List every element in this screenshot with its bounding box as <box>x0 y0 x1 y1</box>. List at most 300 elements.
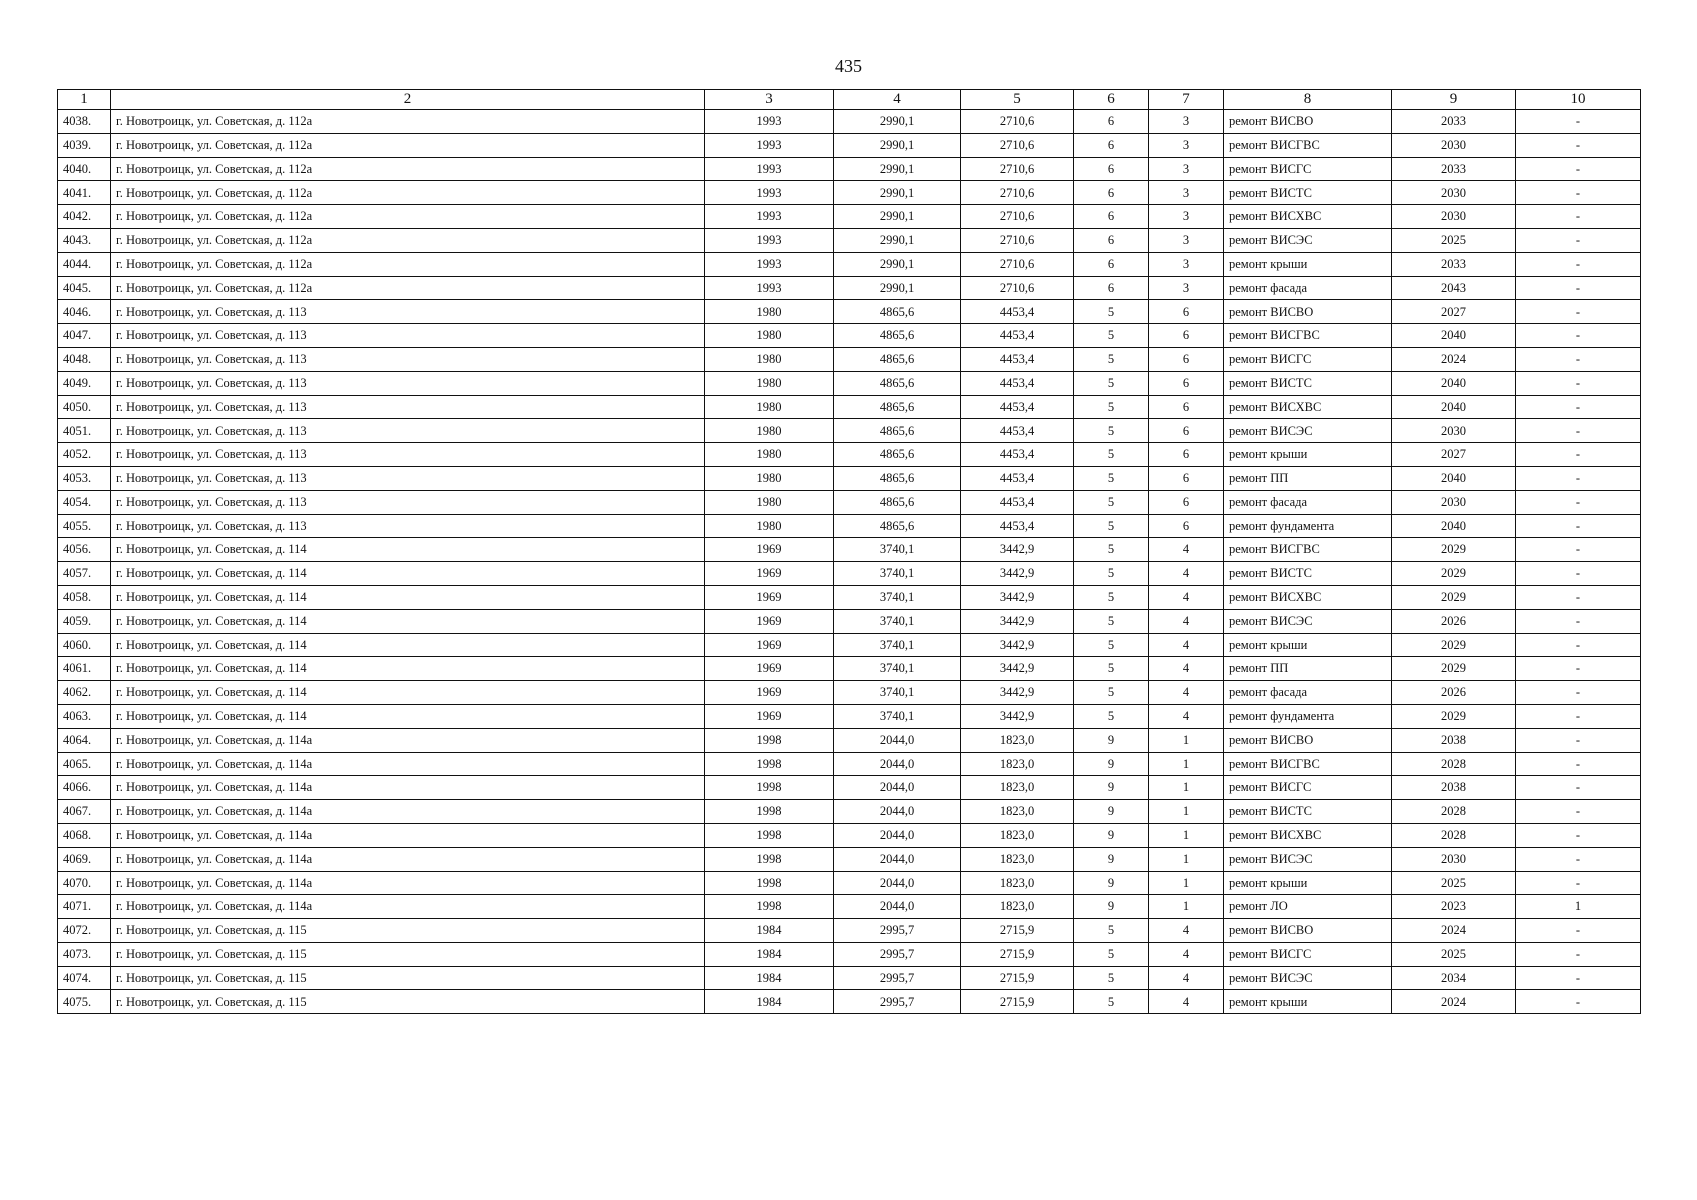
cell-lift-count: - <box>1516 252 1641 276</box>
cell-total-area: 2995,7 <box>834 919 961 943</box>
cell-entrances: 6 <box>1149 371 1224 395</box>
cell-planned-year: 2025 <box>1392 871 1516 895</box>
cell-total-area: 4865,6 <box>834 347 961 371</box>
cell-address: г. Новотроицк, ул. Советская, д. 113 <box>111 347 705 371</box>
table-row <box>58 490 1641 514</box>
cell-address: г. Новотроицк, ул. Советская, д. 113 <box>111 371 705 395</box>
cell-address: г. Новотроицк, ул. Советская, д. 112а <box>111 228 705 252</box>
cell-address: г. Новотроицк, ул. Советская, д. 115 <box>111 966 705 990</box>
cell-row-number: 4052. <box>58 443 111 467</box>
cell-work-type: ремонт ВИСВО <box>1224 728 1392 752</box>
cell-build-year: 1984 <box>705 966 834 990</box>
cell-living-area: 3442,9 <box>961 704 1074 728</box>
cell-row-number: 4045. <box>58 276 111 300</box>
table-row <box>58 633 1641 657</box>
cell-build-year: 1969 <box>705 585 834 609</box>
cell-row-number: 4049. <box>58 371 111 395</box>
table-row <box>58 752 1641 776</box>
cell-build-year: 1998 <box>705 728 834 752</box>
cell-entrances: 6 <box>1149 419 1224 443</box>
table-row <box>58 181 1641 205</box>
cell-lift-count: - <box>1516 324 1641 348</box>
cell-total-area: 2044,0 <box>834 847 961 871</box>
cell-build-year: 1980 <box>705 395 834 419</box>
cell-living-area: 2715,9 <box>961 966 1074 990</box>
table-row <box>58 800 1641 824</box>
cell-lift-count: - <box>1516 490 1641 514</box>
table-row <box>58 966 1641 990</box>
cell-address: г. Новотроицк, ул. Советская, д. 114а <box>111 823 705 847</box>
cell-planned-year: 2024 <box>1392 347 1516 371</box>
cell-build-year: 1980 <box>705 490 834 514</box>
cell-lift-count: - <box>1516 704 1641 728</box>
cell-lift-count: - <box>1516 133 1641 157</box>
cell-work-type: ремонт ВИСЭС <box>1224 966 1392 990</box>
cell-total-area: 2044,0 <box>834 728 961 752</box>
table-row <box>58 276 1641 300</box>
cell-lift-count: - <box>1516 562 1641 586</box>
cell-lift-count: - <box>1516 538 1641 562</box>
cell-total-area: 2044,0 <box>834 776 961 800</box>
cell-address: г. Новотроицк, ул. Советская, д. 113 <box>111 419 705 443</box>
cell-living-area: 4453,4 <box>961 395 1074 419</box>
cell-total-area: 2990,1 <box>834 133 961 157</box>
cell-planned-year: 2030 <box>1392 133 1516 157</box>
cell-build-year: 1980 <box>705 443 834 467</box>
cell-lift-count: - <box>1516 681 1641 705</box>
cell-address: г. Новотроицк, ул. Советская, д. 114 <box>111 609 705 633</box>
cell-lift-count: - <box>1516 657 1641 681</box>
cell-lift-count: - <box>1516 633 1641 657</box>
table-row <box>58 157 1641 181</box>
cell-work-type: ремонт ВИСГС <box>1224 942 1392 966</box>
cell-entrances: 6 <box>1149 443 1224 467</box>
table-row <box>58 324 1641 348</box>
cell-living-area: 4453,4 <box>961 466 1074 490</box>
cell-row-number: 4059. <box>58 609 111 633</box>
cell-lift-count: - <box>1516 728 1641 752</box>
cell-entrances: 6 <box>1149 347 1224 371</box>
cell-lift-count: - <box>1516 443 1641 467</box>
cell-planned-year: 2028 <box>1392 752 1516 776</box>
cell-living-area: 2710,6 <box>961 133 1074 157</box>
cell-planned-year: 2034 <box>1392 966 1516 990</box>
table-row <box>58 823 1641 847</box>
cell-entrances: 1 <box>1149 847 1224 871</box>
cell-planned-year: 2033 <box>1392 252 1516 276</box>
cell-living-area: 3442,9 <box>961 657 1074 681</box>
cell-living-area: 2710,6 <box>961 252 1074 276</box>
table-row <box>58 919 1641 943</box>
cell-row-number: 4051. <box>58 419 111 443</box>
table-row <box>58 562 1641 586</box>
cell-row-number: 4067. <box>58 800 111 824</box>
cell-floors: 5 <box>1074 395 1149 419</box>
cell-living-area: 2710,6 <box>961 110 1074 134</box>
cell-work-type: ремонт ВИСГС <box>1224 157 1392 181</box>
cell-living-area: 1823,0 <box>961 847 1074 871</box>
cell-entrances: 1 <box>1149 871 1224 895</box>
cell-living-area: 1823,0 <box>961 752 1074 776</box>
cell-living-area: 4453,4 <box>961 347 1074 371</box>
cell-lift-count: - <box>1516 300 1641 324</box>
cell-floors: 5 <box>1074 681 1149 705</box>
cell-lift-count: - <box>1516 847 1641 871</box>
column-header-8: 8 <box>1224 90 1392 110</box>
table-row <box>58 252 1641 276</box>
table-row <box>58 538 1641 562</box>
cell-floors: 9 <box>1074 823 1149 847</box>
cell-lift-count: - <box>1516 800 1641 824</box>
cell-build-year: 1980 <box>705 419 834 443</box>
cell-total-area: 4865,6 <box>834 514 961 538</box>
cell-lift-count: - <box>1516 942 1641 966</box>
cell-total-area: 2990,1 <box>834 252 961 276</box>
cell-living-area: 2710,6 <box>961 181 1074 205</box>
cell-living-area: 2715,9 <box>961 942 1074 966</box>
cell-row-number: 4062. <box>58 681 111 705</box>
cell-planned-year: 2025 <box>1392 228 1516 252</box>
table-row <box>58 419 1641 443</box>
cell-row-number: 4043. <box>58 228 111 252</box>
cell-floors: 5 <box>1074 490 1149 514</box>
cell-address: г. Новотроицк, ул. Советская, д. 114а <box>111 895 705 919</box>
cell-build-year: 1969 <box>705 681 834 705</box>
cell-planned-year: 2033 <box>1392 157 1516 181</box>
cell-build-year: 1998 <box>705 752 834 776</box>
cell-row-number: 4064. <box>58 728 111 752</box>
cell-living-area: 1823,0 <box>961 823 1074 847</box>
cell-entrances: 3 <box>1149 228 1224 252</box>
cell-build-year: 1993 <box>705 276 834 300</box>
cell-planned-year: 2040 <box>1392 395 1516 419</box>
capital-repair-table <box>57 89 1641 1014</box>
cell-address: г. Новотроицк, ул. Советская, д. 115 <box>111 990 705 1014</box>
cell-build-year: 1993 <box>705 228 834 252</box>
cell-living-area: 3442,9 <box>961 681 1074 705</box>
cell-address: г. Новотроицк, ул. Советская, д. 114 <box>111 562 705 586</box>
cell-work-type: ремонт ВИСТС <box>1224 562 1392 586</box>
cell-entrances: 3 <box>1149 252 1224 276</box>
cell-row-number: 4047. <box>58 324 111 348</box>
cell-planned-year: 2029 <box>1392 704 1516 728</box>
cell-address: г. Новотроицк, ул. Советская, д. 114 <box>111 681 705 705</box>
table-row <box>58 847 1641 871</box>
cell-work-type: ремонт ВИСГВС <box>1224 324 1392 348</box>
cell-planned-year: 2026 <box>1392 681 1516 705</box>
cell-work-type: ремонт ВИСЭС <box>1224 228 1392 252</box>
column-header-2: 2 <box>111 90 705 110</box>
cell-row-number: 4050. <box>58 395 111 419</box>
cell-floors: 5 <box>1074 514 1149 538</box>
cell-entrances: 4 <box>1149 538 1224 562</box>
table-row <box>58 990 1641 1014</box>
cell-floors: 9 <box>1074 847 1149 871</box>
cell-planned-year: 2024 <box>1392 990 1516 1014</box>
cell-living-area: 4453,4 <box>961 419 1074 443</box>
cell-entrances: 4 <box>1149 942 1224 966</box>
cell-total-area: 2044,0 <box>834 895 961 919</box>
cell-lift-count: - <box>1516 823 1641 847</box>
cell-entrances: 3 <box>1149 157 1224 181</box>
column-header-10: 10 <box>1516 90 1641 110</box>
table-body <box>58 110 1641 1014</box>
cell-floors: 6 <box>1074 133 1149 157</box>
cell-total-area: 2044,0 <box>834 871 961 895</box>
cell-row-number: 4046. <box>58 300 111 324</box>
cell-entrances: 1 <box>1149 823 1224 847</box>
cell-planned-year: 2030 <box>1392 847 1516 871</box>
cell-build-year: 1993 <box>705 110 834 134</box>
cell-total-area: 2990,1 <box>834 205 961 229</box>
cell-lift-count: - <box>1516 990 1641 1014</box>
cell-entrances: 6 <box>1149 466 1224 490</box>
cell-living-area: 2715,9 <box>961 919 1074 943</box>
table-row <box>58 895 1641 919</box>
cell-living-area: 2715,9 <box>961 990 1074 1014</box>
cell-planned-year: 2040 <box>1392 324 1516 348</box>
cell-floors: 9 <box>1074 871 1149 895</box>
cell-lift-count: - <box>1516 871 1641 895</box>
cell-address: г. Новотроицк, ул. Советская, д. 113 <box>111 443 705 467</box>
cell-total-area: 3740,1 <box>834 562 961 586</box>
cell-build-year: 1980 <box>705 371 834 395</box>
cell-work-type: ремонт фасада <box>1224 681 1392 705</box>
cell-work-type: ремонт ВИСГВС <box>1224 752 1392 776</box>
cell-living-area: 1823,0 <box>961 728 1074 752</box>
cell-work-type: ремонт ВИСХВС <box>1224 823 1392 847</box>
cell-living-area: 4453,4 <box>961 443 1074 467</box>
table-row <box>58 704 1641 728</box>
cell-work-type: ремонт крыши <box>1224 252 1392 276</box>
column-header-6: 6 <box>1074 90 1149 110</box>
cell-floors: 6 <box>1074 228 1149 252</box>
cell-row-number: 4060. <box>58 633 111 657</box>
cell-floors: 6 <box>1074 252 1149 276</box>
cell-address: г. Новотроицк, ул. Советская, д. 113 <box>111 324 705 348</box>
cell-row-number: 4048. <box>58 347 111 371</box>
cell-lift-count: - <box>1516 395 1641 419</box>
cell-planned-year: 2033 <box>1392 110 1516 134</box>
cell-build-year: 1980 <box>705 347 834 371</box>
cell-row-number: 4039. <box>58 133 111 157</box>
cell-entrances: 3 <box>1149 276 1224 300</box>
table-row <box>58 942 1641 966</box>
cell-address: г. Новотроицк, ул. Советская, д. 113 <box>111 300 705 324</box>
cell-lift-count: - <box>1516 752 1641 776</box>
cell-entrances: 4 <box>1149 633 1224 657</box>
cell-build-year: 1993 <box>705 181 834 205</box>
cell-row-number: 4044. <box>58 252 111 276</box>
cell-entrances: 6 <box>1149 490 1224 514</box>
cell-entrances: 4 <box>1149 704 1224 728</box>
cell-planned-year: 2026 <box>1392 609 1516 633</box>
cell-address: г. Новотроицк, ул. Советская, д. 113 <box>111 466 705 490</box>
cell-total-area: 4865,6 <box>834 490 961 514</box>
cell-lift-count: - <box>1516 514 1641 538</box>
cell-lift-count: - <box>1516 776 1641 800</box>
cell-planned-year: 2030 <box>1392 419 1516 443</box>
cell-address: г. Новотроицк, ул. Советская, д. 114а <box>111 728 705 752</box>
cell-entrances: 6 <box>1149 395 1224 419</box>
cell-planned-year: 2029 <box>1392 633 1516 657</box>
cell-total-area: 4865,6 <box>834 419 961 443</box>
cell-address: г. Новотроицк, ул. Советская, д. 112а <box>111 110 705 134</box>
cell-work-type: ремонт крыши <box>1224 990 1392 1014</box>
table-row <box>58 776 1641 800</box>
cell-entrances: 1 <box>1149 800 1224 824</box>
cell-living-area: 2710,6 <box>961 276 1074 300</box>
cell-total-area: 3740,1 <box>834 585 961 609</box>
cell-address: г. Новотроицк, ул. Советская, д. 112а <box>111 276 705 300</box>
cell-build-year: 1993 <box>705 157 834 181</box>
cell-work-type: ремонт ВИСХВС <box>1224 395 1392 419</box>
cell-living-area: 2710,6 <box>961 228 1074 252</box>
cell-work-type: ремонт ВИСТС <box>1224 371 1392 395</box>
cell-total-area: 3740,1 <box>834 657 961 681</box>
cell-build-year: 1969 <box>705 538 834 562</box>
cell-total-area: 2995,7 <box>834 990 961 1014</box>
cell-floors: 9 <box>1074 728 1149 752</box>
cell-planned-year: 2030 <box>1392 181 1516 205</box>
cell-lift-count: 1 <box>1516 895 1641 919</box>
cell-entrances: 4 <box>1149 990 1224 1014</box>
cell-address: г. Новотроицк, ул. Советская, д. 114 <box>111 585 705 609</box>
cell-planned-year: 2023 <box>1392 895 1516 919</box>
cell-floors: 9 <box>1074 752 1149 776</box>
column-header-9: 9 <box>1392 90 1516 110</box>
cell-entrances: 6 <box>1149 514 1224 538</box>
cell-floors: 5 <box>1074 538 1149 562</box>
cell-address: г. Новотроицк, ул. Советская, д. 113 <box>111 514 705 538</box>
cell-planned-year: 2027 <box>1392 300 1516 324</box>
cell-floors: 5 <box>1074 371 1149 395</box>
cell-floors: 9 <box>1074 776 1149 800</box>
cell-total-area: 3740,1 <box>834 704 961 728</box>
cell-address: г. Новотроицк, ул. Советская, д. 112а <box>111 205 705 229</box>
cell-total-area: 4865,6 <box>834 324 961 348</box>
table-row <box>58 466 1641 490</box>
cell-total-area: 2995,7 <box>834 942 961 966</box>
cell-address: г. Новотроицк, ул. Советская, д. 114 <box>111 538 705 562</box>
cell-work-type: ремонт ВИСГВС <box>1224 538 1392 562</box>
cell-work-type: ремонт крыши <box>1224 443 1392 467</box>
column-header-7: 7 <box>1149 90 1224 110</box>
cell-planned-year: 2029 <box>1392 657 1516 681</box>
cell-build-year: 1980 <box>705 324 834 348</box>
cell-row-number: 4074. <box>58 966 111 990</box>
cell-living-area: 3442,9 <box>961 538 1074 562</box>
cell-entrances: 4 <box>1149 562 1224 586</box>
cell-floors: 6 <box>1074 181 1149 205</box>
cell-planned-year: 2029 <box>1392 585 1516 609</box>
cell-build-year: 1998 <box>705 847 834 871</box>
cell-living-area: 3442,9 <box>961 562 1074 586</box>
table-row <box>58 609 1641 633</box>
cell-row-number: 4057. <box>58 562 111 586</box>
cell-total-area: 2990,1 <box>834 110 961 134</box>
cell-work-type: ремонт фундамента <box>1224 704 1392 728</box>
cell-address: г. Новотроицк, ул. Советская, д. 113 <box>111 395 705 419</box>
page-number: 435 <box>835 56 862 76</box>
cell-work-type: ремонт ВИСТС <box>1224 800 1392 824</box>
cell-address: г. Новотроицк, ул. Советская, д. 114 <box>111 704 705 728</box>
cell-lift-count: - <box>1516 347 1641 371</box>
cell-lift-count: - <box>1516 966 1641 990</box>
cell-living-area: 4453,4 <box>961 514 1074 538</box>
cell-work-type: ремонт фасада <box>1224 490 1392 514</box>
cell-floors: 5 <box>1074 324 1149 348</box>
cell-total-area: 4865,6 <box>834 443 961 467</box>
cell-row-number: 4058. <box>58 585 111 609</box>
cell-living-area: 4453,4 <box>961 324 1074 348</box>
cell-build-year: 1980 <box>705 466 834 490</box>
cell-floors: 5 <box>1074 419 1149 443</box>
cell-floors: 5 <box>1074 347 1149 371</box>
cell-planned-year: 2029 <box>1392 562 1516 586</box>
cell-row-number: 4068. <box>58 823 111 847</box>
cell-work-type: ремонт ЛО <box>1224 895 1392 919</box>
cell-floors: 5 <box>1074 443 1149 467</box>
cell-work-type: ремонт ВИСЭС <box>1224 609 1392 633</box>
cell-living-area: 3442,9 <box>961 633 1074 657</box>
cell-floors: 5 <box>1074 704 1149 728</box>
cell-work-type: ремонт ВИСВО <box>1224 110 1392 134</box>
cell-work-type: ремонт крыши <box>1224 633 1392 657</box>
cell-living-area: 4453,4 <box>961 300 1074 324</box>
cell-total-area: 2990,1 <box>834 157 961 181</box>
cell-work-type: ремонт ВИСГВС <box>1224 133 1392 157</box>
cell-living-area: 1823,0 <box>961 776 1074 800</box>
cell-row-number: 4054. <box>58 490 111 514</box>
cell-total-area: 2995,7 <box>834 966 961 990</box>
cell-row-number: 4069. <box>58 847 111 871</box>
cell-row-number: 4061. <box>58 657 111 681</box>
cell-entrances: 1 <box>1149 728 1224 752</box>
cell-total-area: 2044,0 <box>834 823 961 847</box>
cell-floors: 6 <box>1074 205 1149 229</box>
cell-total-area: 2990,1 <box>834 181 961 205</box>
cell-row-number: 4066. <box>58 776 111 800</box>
cell-work-type: ремонт фасада <box>1224 276 1392 300</box>
cell-floors: 9 <box>1074 800 1149 824</box>
cell-total-area: 2044,0 <box>834 800 961 824</box>
cell-address: г. Новотроицк, ул. Советская, д. 112а <box>111 133 705 157</box>
cell-lift-count: - <box>1516 609 1641 633</box>
table-row <box>58 871 1641 895</box>
cell-entrances: 4 <box>1149 919 1224 943</box>
cell-row-number: 4063. <box>58 704 111 728</box>
table-row <box>58 371 1641 395</box>
cell-row-number: 4071. <box>58 895 111 919</box>
cell-living-area: 4453,4 <box>961 371 1074 395</box>
cell-build-year: 1969 <box>705 633 834 657</box>
cell-build-year: 1998 <box>705 871 834 895</box>
cell-planned-year: 2027 <box>1392 443 1516 467</box>
cell-floors: 5 <box>1074 466 1149 490</box>
table-row <box>58 681 1641 705</box>
cell-floors: 5 <box>1074 300 1149 324</box>
cell-planned-year: 2028 <box>1392 800 1516 824</box>
cell-planned-year: 2028 <box>1392 823 1516 847</box>
column-header-5: 5 <box>961 90 1074 110</box>
cell-address: г. Новотроицк, ул. Советская, д. 112а <box>111 157 705 181</box>
cell-living-area: 3442,9 <box>961 585 1074 609</box>
cell-planned-year: 2038 <box>1392 728 1516 752</box>
cell-work-type: ремонт ПП <box>1224 657 1392 681</box>
cell-work-type: ремонт ВИСХВС <box>1224 205 1392 229</box>
cell-address: г. Новотроицк, ул. Советская, д. 114а <box>111 776 705 800</box>
